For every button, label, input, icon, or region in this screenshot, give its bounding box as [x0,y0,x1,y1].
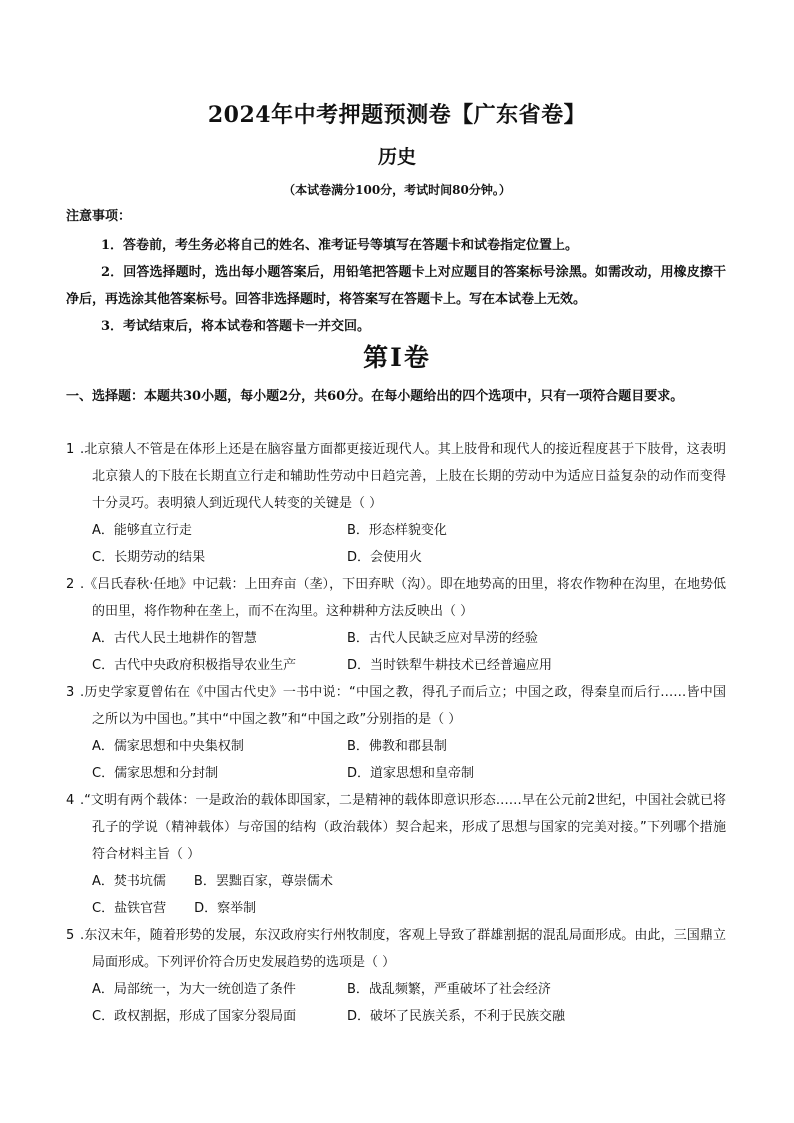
question-text: .北京猿人不管是在体形上还是在脑容量方面都更接近现代人。其上肢骨和现代人的接近程度甚于下肢骨，这表明北京猿人的下肢在长期直立行走和辅助性劳动中日趋完善，上肢在长期的劳动中为适应日益复杂的动作而变得十分灵巧。表明猿人到近现代人转变的关键是（ ） [80,442,726,511]
notice-list [66,232,726,340]
question-number: 4 [66,793,75,808]
option-row [66,652,726,679]
option-b: B．佛教和郡县制 [347,739,447,754]
question-5 [66,922,726,1030]
question-number: 5 [66,928,75,943]
option-row [66,760,726,787]
option-b: B．战乱频繁，严重破坏了社会经济 [347,982,551,997]
option-a: A．儒家思想和中央集权制 [92,739,244,754]
question-2 [66,571,726,679]
question-3 [66,679,726,787]
exam-info: （本试卷满分100分，考试时间80分钟。） [283,183,511,197]
question-stem [66,571,726,625]
question-list [66,436,726,1030]
option-d: D．会使用火 [347,550,423,565]
option-c: C．儒家思想和分封制 [92,766,219,781]
question-text: .“文明有两个载体：一是政治的载体即国家，二是精神的载体即意识形态……早在公元前2世纪，中国社会就已将孔子的学说（精神载体）与帝国的结构（政治载体）契合起来，形成了思想与国家的完美对接。”下列哪个措施符合材料主旨（ ） [80,793,726,862]
notice-item: 2．回答选择题时，选出每小题答案后，用铅笔把答题卡上对应题目的答案标号涂黑。如需改动，用橡皮擦干净后，再选涂其他答案标号。回答非选择题时，将答案写在答题卡上。写在本试卷上无效。 [66,265,726,307]
option-a: A．能够直立行走 [92,523,192,538]
option-d: D．当时铁犁牛耕技术已经普遍应用 [347,658,553,673]
option-c: C．长期劳动的结果 [92,550,206,565]
question-1 [66,436,726,571]
option-a: A．焚书坑儒 [92,874,166,889]
notice-item: 3．考试结束后，将本试卷和答题卡一并交回。 [101,319,371,334]
option-row [66,625,726,652]
option-b: B．形态样貌变化 [347,523,447,538]
section-intro: 一、选择题：本题共30小题，每小题2分，共60分。在每小题给出的四个选项中，只有一项符合题目要求。 [66,389,684,404]
question-number: 2 [66,577,75,592]
option-b: B．罢黜百家，尊崇儒术 [193,874,333,889]
question-stem [66,436,726,517]
question-text: .历史学家夏曾佑在《中国古代史》一书中说：“中国之教，得孔子而后立；中国之政，得秦皇而后行……皆中国之所以为中国也。”其中“中国之教”和“中国之政”分别指的是（ ） [80,685,726,727]
option-b: B．古代人民缺乏应对旱涝的经验 [347,631,538,646]
question-stem [66,787,726,868]
option-row [66,733,726,760]
notice-heading: 注意事项： [66,209,132,224]
option-c: C．古代中央政府积极指导农业生产 [92,658,297,673]
option-d: D．察举制 [194,901,257,916]
option-a: A．局部统一，为大一统创造了条件 [92,982,296,997]
option-row [66,517,726,544]
part-title: 第I卷 [363,343,431,372]
option-a: A．古代人民土地耕作的智慧 [92,631,257,646]
question-text: .《吕氏春秋·任地》中记载：上田弃亩（垄），下田弃畎（沟）。即在地势高的田里，将农作物种在沟里，在地势低的田里，将作物种在垄上，而不在沟里。这种耕种方法反映出（ ） [80,577,726,619]
option-row [66,544,726,571]
question-number: 1 [66,442,75,457]
question-number: 3 [66,685,75,700]
option-d: D．破坏了民族关系，不利于民族交融 [347,1009,566,1024]
notice-item: 1．答卷前，考生务必将自己的姓名、准考证号等填写在答题卡和试卷指定位置上。 [101,238,579,253]
option-c: C．政权割据，形成了国家分裂局面 [92,1009,297,1024]
option-row [66,868,726,895]
option-row [66,1003,726,1030]
option-c: C．盐铁官营 [92,901,167,916]
question-4 [66,787,726,922]
question-stem [66,922,726,976]
option-row [66,976,726,1003]
option-row [66,895,726,922]
subject-title: 历史 [377,146,416,168]
question-stem [66,679,726,733]
question-text: .东汉末年，随着形势的发展，东汉政府实行州牧制度，客观上导致了群雄割据的混乱局面形成。由此，三国鼎立局面形成。下列评价符合历史发展趋势的选项是（ ） [80,928,726,970]
option-d: D．道家思想和皇帝制 [347,766,475,781]
exam-title: 2024年中考押题预测卷【广东省卷】 [207,102,587,128]
